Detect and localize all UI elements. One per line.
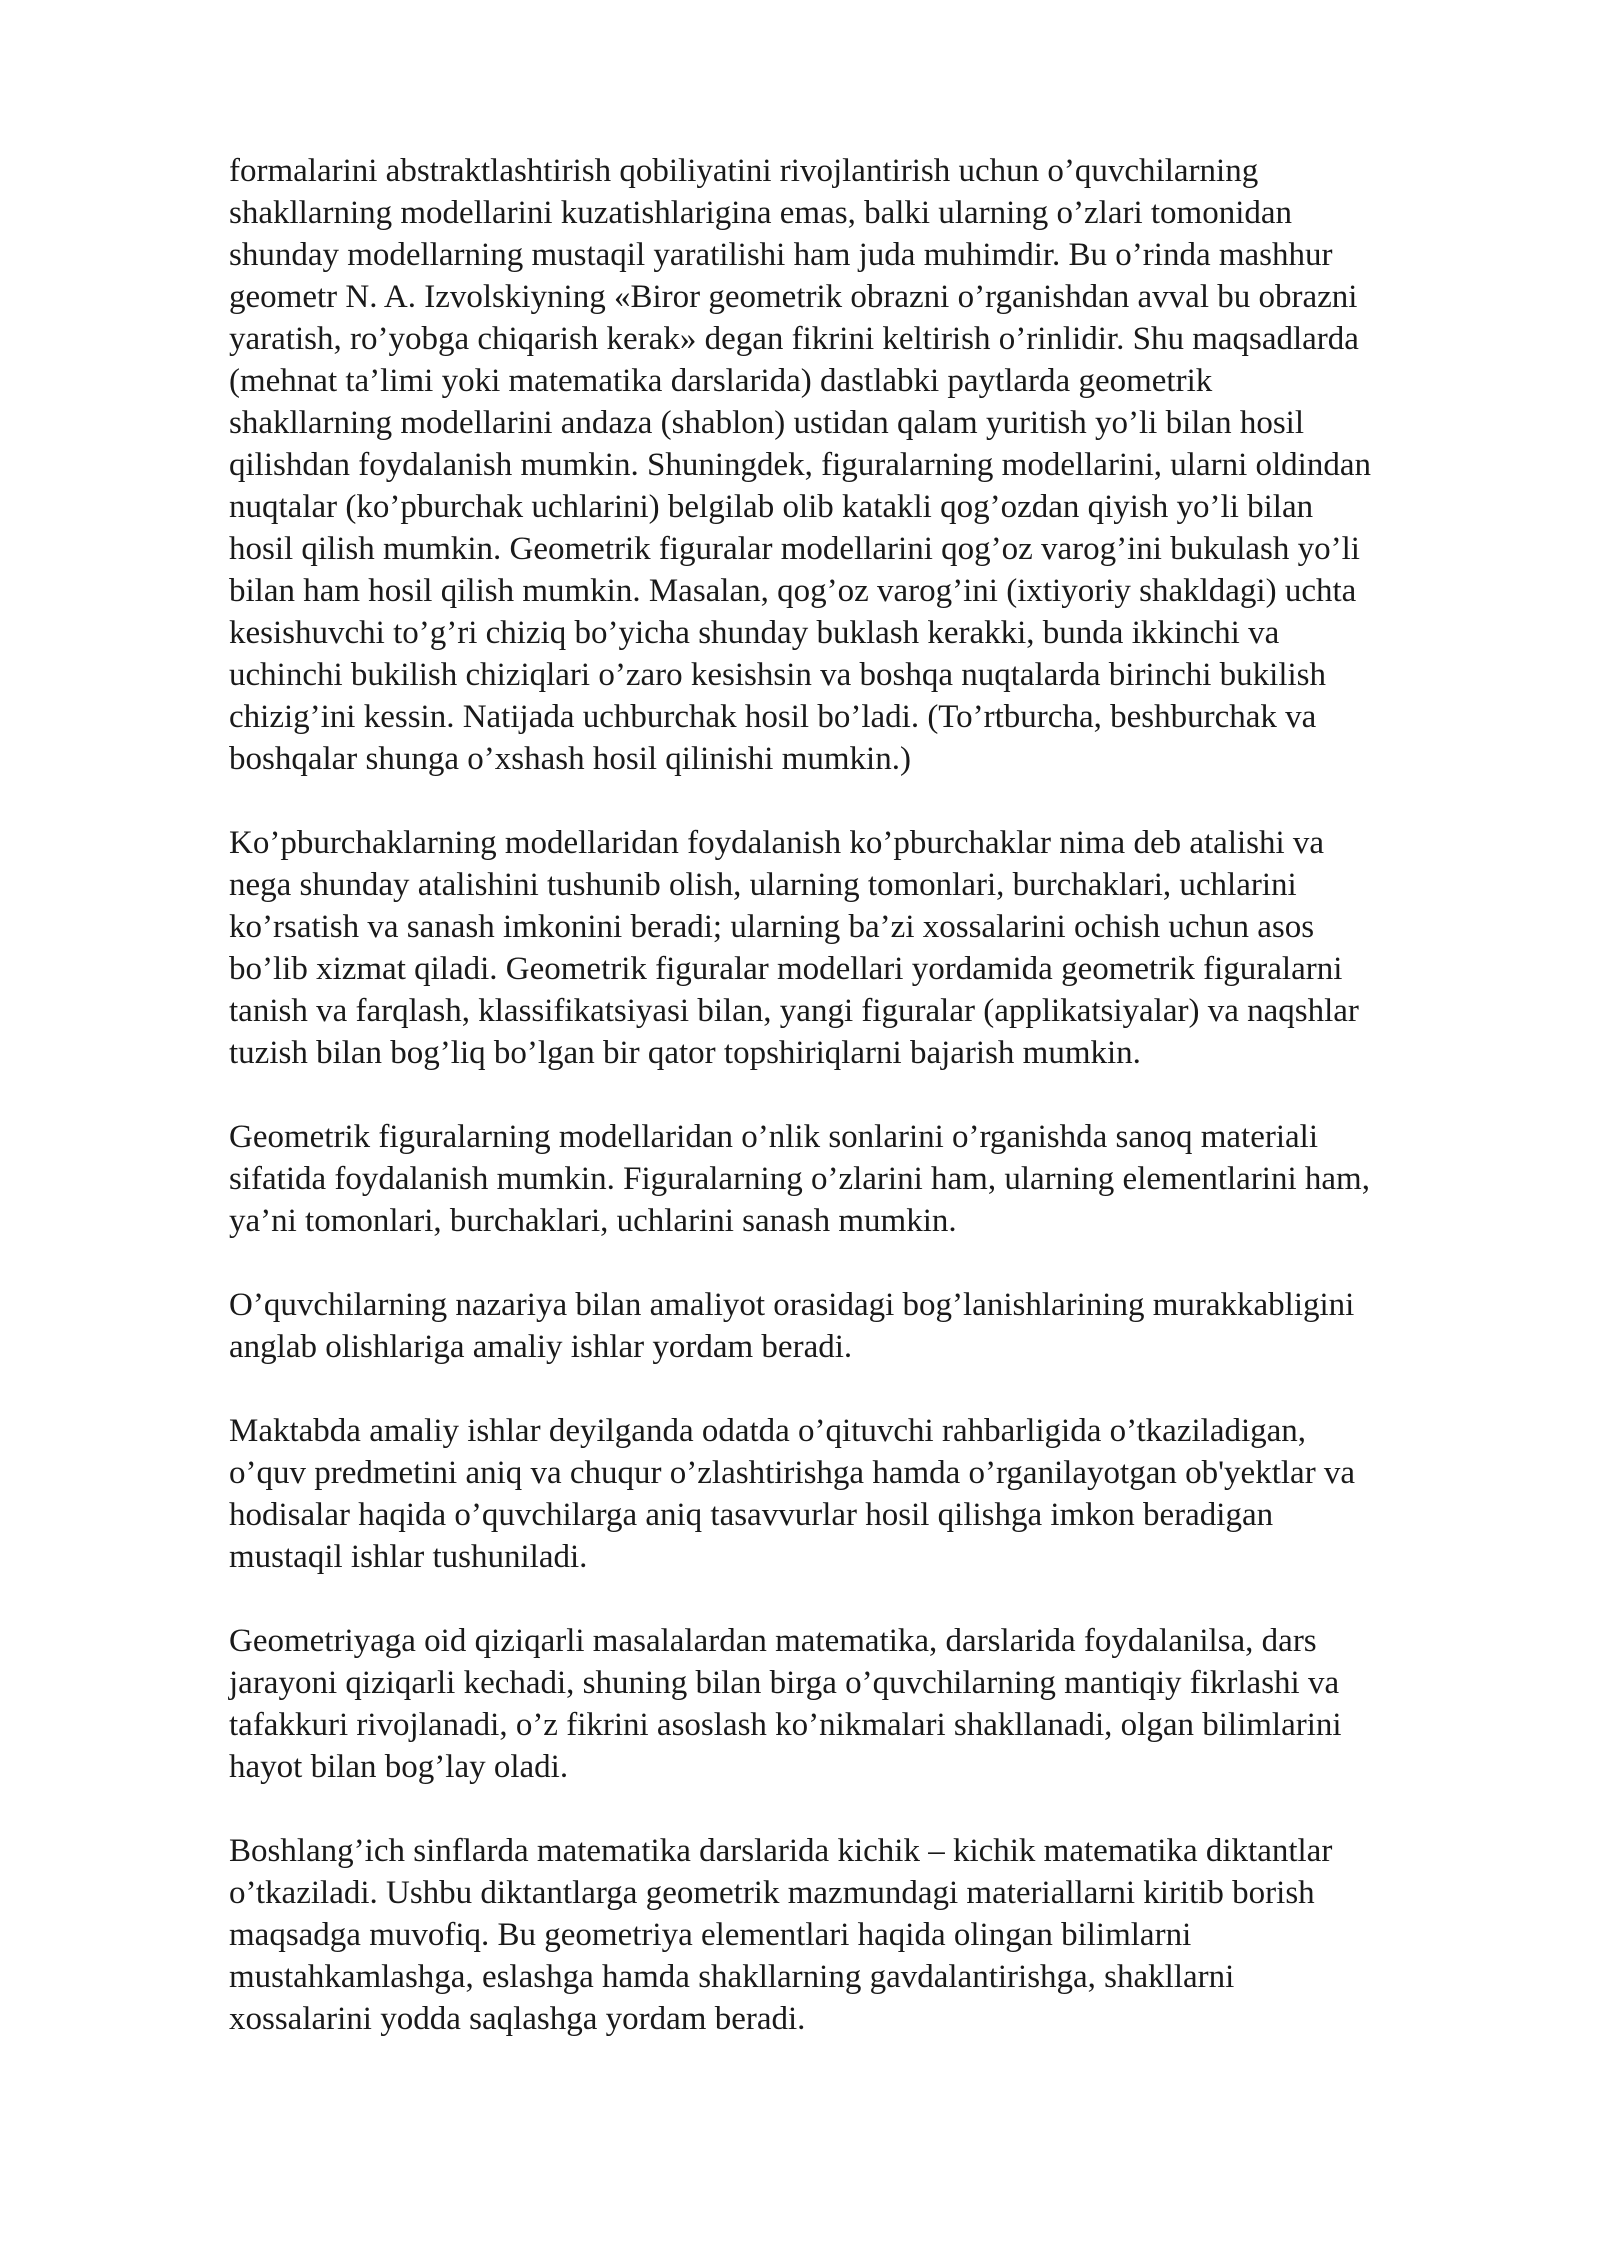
text-line: anglab olishlariga amaliy ishlar yordam beradi. [229, 1329, 853, 1365]
text-line: hodisalar haqida o’quvchilarga aniq tasavvurlar hosil qilishga imkon beradigan [229, 1497, 1274, 1533]
text-line: shakllarning modellarini andaza (shablon) ustidan qalam yuritish yo’li bilan hosil [229, 405, 1305, 441]
paragraph-4 [229, 1284, 1519, 1368]
paragraph-2 [229, 822, 1519, 1074]
text-line: Ko’pburchaklarning modellaridan foydalanish ko’pburchaklar nima deb atalishi va [229, 825, 1325, 861]
text-line: kesishuvchi to’g’ri chiziq bo’yicha shunday buklash kerakki, bunda ikkinchi va [229, 615, 1280, 651]
text-line: Geometrik figuralarning modellaridan o’nlik sonlarini o’rganishda sanoq materiali [229, 1119, 1318, 1155]
text-line: boshqalar shunga o’xshash hosil qilinishi mumkin.) [229, 741, 911, 777]
text-line: nega shunday atalishini tushunib olish, ularning tomonlari, burchaklari, uchlarini [229, 867, 1297, 903]
text-line: hosil qilish mumkin. Geometrik figuralar modellarini qog’oz varog’ini bukulash yo’li [229, 531, 1360, 567]
document-body [229, 150, 1519, 2082]
text-line: maqsadga muvofiq. Bu geometriya elementlari haqida olingan bilimlarni [229, 1917, 1192, 1953]
paragraph-3 [229, 1116, 1519, 1242]
text-line: shunday modellarning mustaqil yaratilishi ham juda muhimdir. Bu o’rinda mashhur [229, 237, 1333, 273]
text-line: geometr N. A. Izvolskiyning «Biror geometrik obrazni o’rganishdan avval bu obrazni [229, 279, 1358, 315]
text-line: sifatida foydalanish mumkin. Figuralarning o’zlarini ham, ularning elementlarini ham, [229, 1161, 1370, 1197]
text-line: Geometriyaga oid qiziqarli masalalardan matematika, darslarida foydalanilsa, dars [229, 1623, 1317, 1659]
text-line: uchinchi bukilish chiziqlari o’zaro kesishsin va boshqa nuqtalarda birinchi bukilish [229, 657, 1327, 693]
text-line: hayot bilan bog’lay oladi. [229, 1749, 569, 1785]
text-line: chizig’ini kessin. Natijada uchburchak hosil bo’ladi. (To’rtburcha, beshburchak va [229, 699, 1317, 735]
paragraph-5 [229, 1410, 1519, 1578]
text-line: o’tkaziladi. Ushbu diktantlarga geometrik mazmundagi materiallarni kiritib borish [229, 1875, 1315, 1911]
text-line: (mehnat ta’limi yoki matematika darslarida) dastlabki paytlarda geometrik [229, 363, 1213, 399]
text-line: formalarini abstraktlashtirish qobiliyatini rivojlantirish uchun o’quvchilarning [229, 153, 1259, 189]
paragraph-6 [229, 1620, 1519, 1788]
text-line: tuzish bilan bog’liq bo’lgan bir qator topshiriqlarni bajarish mumkin. [229, 1035, 1141, 1071]
text-line: xossalarini yodda saqlashga yordam beradi. [229, 2001, 806, 2037]
paragraph-1 [229, 150, 1519, 780]
text-line: Maktabda amaliy ishlar deyilganda odatda o’qituvchi rahbarligida o’tkaziladigan, [229, 1413, 1307, 1449]
paragraph-7 [229, 1830, 1519, 2040]
text-line: ya’ni tomonlari, burchaklari, uchlarini sanash mumkin. [229, 1203, 957, 1239]
text-line: bilan ham hosil qilish mumkin. Masalan, qog’oz varog’ini (ixtiyoriy shakldagi) uchta [229, 573, 1357, 609]
text-line: jarayoni qiziqarli kechadi, shuning bilan birga o’quvchilarning mantiqiy fikrlashi va [229, 1665, 1340, 1701]
text-line: O’quvchilarning nazariya bilan amaliyot orasidagi bog’lanishlarining murakkabligini [229, 1287, 1355, 1323]
text-line: bo’lib xizmat qiladi. Geometrik figuralar modellari yordamida geometrik figuralarni [229, 951, 1343, 987]
text-line: qilishdan foydalanish mumkin. Shuningdek, figuralarning modellarini, ularni oldindan [229, 447, 1371, 483]
text-line: mustaqil ishlar tushuniladi. [229, 1539, 588, 1575]
text-line: yaratish, ro’yobga chiqarish kerak» degan fikrini keltirish o’rinlidir. Shu maqsadlarda [229, 321, 1359, 357]
text-line: tafakkuri rivojlanadi, o’z fikrini asoslash ko’nikmalari shakllanadi, olgan bilimlarini [229, 1707, 1342, 1743]
text-line: tanish va farqlash, klassifikatsiyasi bilan, yangi figuralar (applikatsiyalar) va naqshlar [229, 993, 1359, 1029]
text-line: ko’rsatish va sanash imkonini beradi; ularning ba’zi xossalarini ochish uchun asos [229, 909, 1315, 945]
text-line: nuqtalar (ko’pburchak uchlarini) belgilab olib katakli qog’ozdan qiyish yo’li bilan [229, 489, 1314, 525]
text-line: Boshlang’ich sinflarda matematika darslarida kichik – kichik matematika diktantlar [229, 1833, 1333, 1869]
text-line: mustahkamlashga, eslashga hamda shakllarning gavdalantirishga, shakllarni [229, 1959, 1235, 1995]
text-line: o’quv predmetini aniq va chuqur o’zlashtirishga hamda o’rganilayotgan ob'yektlar va [229, 1455, 1356, 1491]
text-line: shakllarning modellarini kuzatishlarigina emas, balki ularning o’zlari tomonidan [229, 195, 1293, 231]
